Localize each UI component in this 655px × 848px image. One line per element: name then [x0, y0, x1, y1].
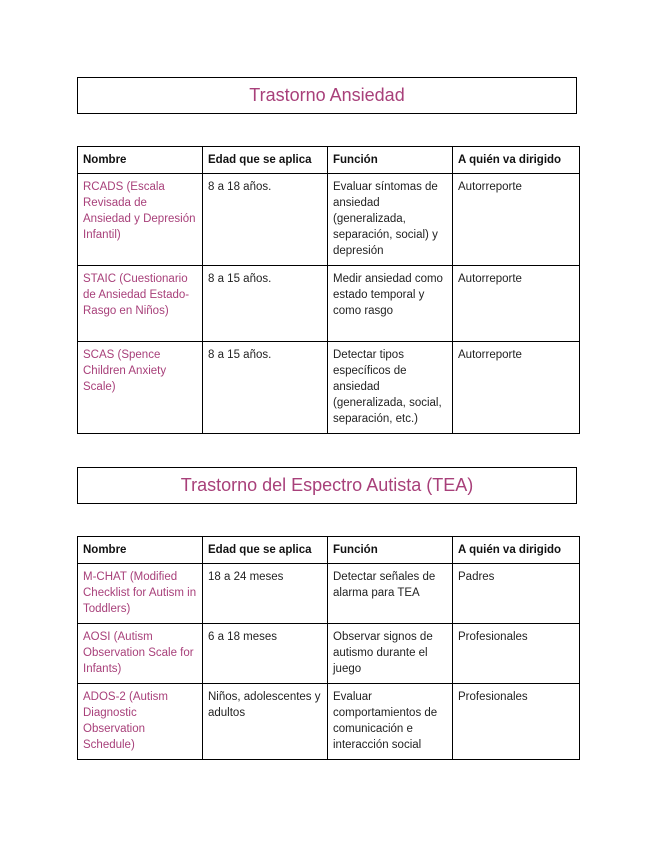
table-header-row	[78, 147, 580, 174]
section-title-ansiedad: Trastorno Ansiedad	[77, 77, 577, 114]
table-row	[78, 564, 580, 624]
cell-edad: 6 a 18 meses	[203, 624, 328, 684]
cell-dirigido: Autorreporte	[453, 342, 580, 434]
cell-dirigido: Autorreporte	[453, 174, 580, 266]
header-dirigido: A quién va dirigido	[453, 147, 580, 174]
cell-nombre: STAIC (Cuestionario de Ansiedad Estado-Rasgo en Niños)	[78, 266, 203, 342]
table-ansiedad	[77, 146, 580, 434]
cell-dirigido: Profesionales	[453, 624, 580, 684]
cell-nombre: ADOS-2 (Autism Diagnostic Observation Schedule)	[78, 684, 203, 760]
table-row	[78, 624, 580, 684]
table-header-row	[78, 537, 580, 564]
cell-nombre: SCAS (Spence Children Anxiety Scale)	[78, 342, 203, 434]
cell-nombre: M-CHAT (Modified Checklist for Autism in Toddlers)	[78, 564, 203, 624]
cell-nombre: RCADS (Escala Revisada de Ansiedad y Depresión Infantil)	[78, 174, 203, 266]
header-nombre: Nombre	[78, 537, 203, 564]
cell-dirigido: Autorreporte	[453, 266, 580, 342]
header-funcion: Función	[328, 537, 453, 564]
header-dirigido: A quién va dirigido	[453, 537, 580, 564]
cell-funcion: Evaluar síntomas de ansiedad (generalizada, separación, social) y depresión	[328, 174, 453, 266]
header-edad: Edad que se aplica	[203, 147, 328, 174]
cell-edad: Niños, adolescentes y adultos	[203, 684, 328, 760]
header-edad: Edad que se aplica	[203, 537, 328, 564]
table-row	[78, 684, 580, 760]
section-title-tea: Trastorno del Espectro Autista (TEA)	[77, 467, 577, 504]
table-row	[78, 266, 580, 342]
cell-edad: 8 a 18 años.	[203, 174, 328, 266]
cell-edad: 8 a 15 años.	[203, 342, 328, 434]
table-tea	[77, 536, 580, 760]
header-funcion: Función	[328, 147, 453, 174]
cell-funcion: Detectar señales de alarma para TEA	[328, 564, 453, 624]
header-nombre: Nombre	[78, 147, 203, 174]
cell-edad: 18 a 24 meses	[203, 564, 328, 624]
cell-funcion: Observar signos de autismo durante el juego	[328, 624, 453, 684]
cell-edad: 8 a 15 años.	[203, 266, 328, 342]
cell-nombre: AOSI (Autism Observation Scale for Infants)	[78, 624, 203, 684]
table-row	[78, 174, 580, 266]
table-row	[78, 342, 580, 434]
cell-funcion: Medir ansiedad como estado temporal y como rasgo	[328, 266, 453, 342]
cell-funcion: Detectar tipos específicos de ansiedad (generalizada, social, separación, etc.)	[328, 342, 453, 434]
cell-dirigido: Padres	[453, 564, 580, 624]
cell-funcion: Evaluar comportamientos de comunicación e interacción social	[328, 684, 453, 760]
cell-dirigido: Profesionales	[453, 684, 580, 760]
